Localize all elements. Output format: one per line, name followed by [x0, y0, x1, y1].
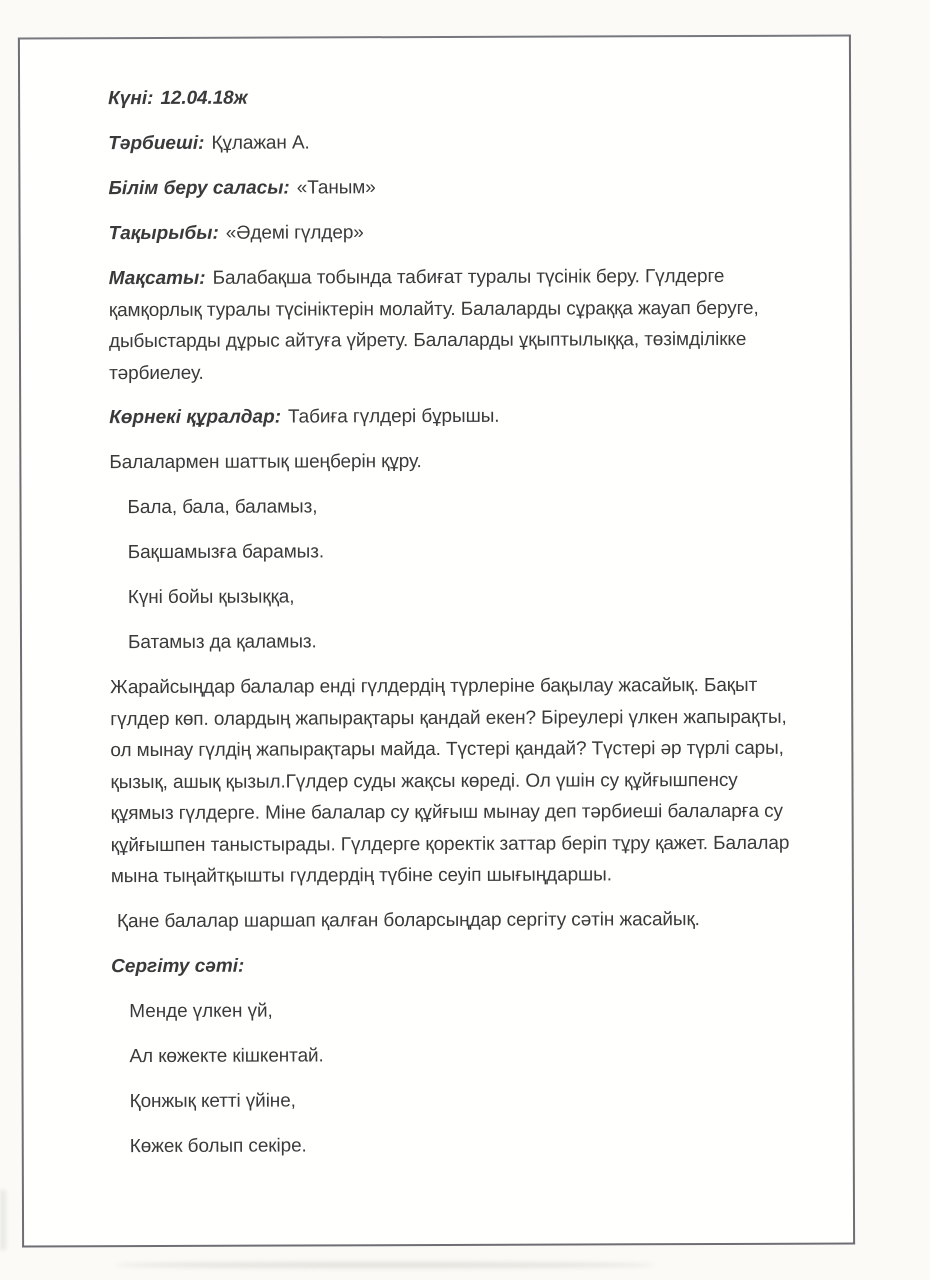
observation-paragraph	[110, 670, 840, 893]
document-content	[20, 37, 853, 1162]
verse2-line: Менде үлкен үй,	[129, 1000, 273, 1022]
observation-line: мына тыңайтқышты гүлдердің түбіне сеуіп шығыңдаршы.	[110, 864, 612, 888]
goal-paragraph	[109, 261, 838, 390]
materials-value: Табиға гүлдері бұрышы.	[287, 405, 500, 428]
goal-line: қамқорлық туралы түсініктерін молайту. Балаларды сұраққа жауап беруге,	[108, 297, 759, 321]
warmup-heading	[111, 948, 840, 982]
goal-line	[109, 261, 838, 295]
verse1-line: Бақшамызға барамыз.	[127, 541, 325, 564]
scanner-shadow	[115, 1262, 655, 1268]
goal-label: Мақсаты:	[108, 267, 206, 290]
verse1-line: Бала, бала, баламыз,	[127, 496, 318, 519]
field-subject-area	[108, 171, 837, 205]
verse2-line: Көжек болып секіре.	[129, 1134, 307, 1157]
observation-line: қызық, ашық қызыл.Гүлдер суды жақсы көреді. Ол үшін су құйғышпенсу	[110, 769, 738, 793]
circle-activity-line: Балалармен шаттық шеңберін құру.	[109, 451, 422, 474]
scanner-edge-artifact	[0, 1190, 6, 1250]
field-teacher	[108, 126, 837, 160]
observation-line: Жарайсыңдар балалар енді гүлдердің түрлеріне бақылау жасайық. Бақыт	[110, 674, 758, 699]
observation-line: құйғышпен таныстырады. Гүлдерге қоректік заттар беріп тұру қажет. Балалар	[110, 832, 790, 856]
observation-line: ол мынау гүлдің жапырақтары майда. Түстері қандай? Түстері әр түрлі сары,	[110, 737, 784, 762]
verse2-line: Қонжық кетті үйіне,	[129, 1089, 296, 1112]
field-date-value: 12.04.18ж	[160, 87, 248, 109]
field-subject-area-label: Білім беру саласы:	[108, 177, 290, 200]
field-subject-area-value: «Таным»	[296, 177, 376, 199]
field-topic	[109, 216, 838, 250]
goal-line: тәрбиелеу.	[109, 362, 204, 384]
warmup-heading-label: Сергіту сәті:	[111, 955, 245, 977]
field-date	[108, 81, 837, 115]
field-date-label: Күні:	[108, 87, 154, 110]
goal-line-text: Балабақша тобында табиғат туралы түсінік беру. Гүлдерге	[212, 265, 725, 289]
verse2-line: Ал көжекте кішкентай.	[129, 1044, 324, 1067]
goal-line: дыбыстарды дұрыс айтуға үйрету. Балаларды ұқыптылыққа, төзімділікке	[108, 328, 747, 353]
observation-line: құямыз гүлдерге. Міне балалар су құйғыш мынау деп тәрбиеші балаларға су	[110, 800, 783, 825]
observation-line: гүлдер көп. олардың жапырақтары қандай екен? Біреулері үлкен жапырақты,	[110, 706, 787, 730]
warmup-intro-line: Қане балалар шаршап қалған боларсыңдар сергіту сәтін жасайық.	[116, 908, 700, 932]
field-teacher-label: Тәрбиеші:	[108, 132, 205, 155]
field-topic-value: «Әдемі гүлдер»	[225, 222, 364, 244]
materials-row	[109, 400, 838, 434]
verse1-line: Күні бойы қызыққа,	[127, 586, 295, 609]
materials-label: Көрнекі құралдар:	[109, 406, 282, 429]
field-teacher-value: Құлажан А.	[211, 132, 310, 154]
field-topic-label: Тақырыбы:	[108, 222, 219, 245]
document-page	[18, 35, 855, 1248]
verse1-line: Батамыз да қаламыз.	[127, 631, 317, 654]
